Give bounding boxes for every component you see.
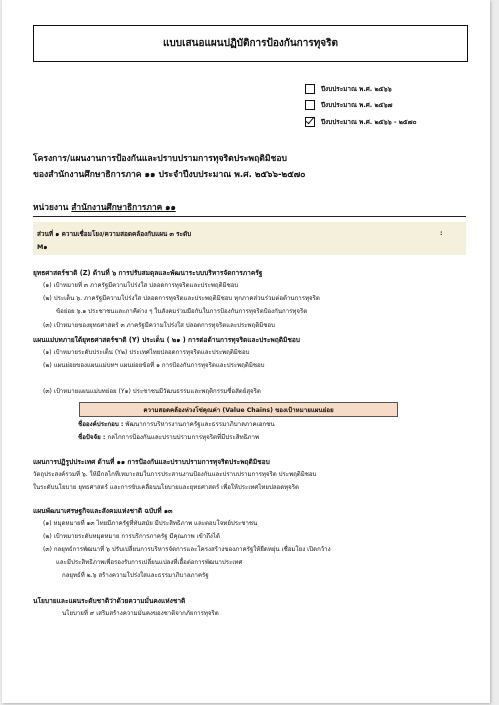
document-page <box>2 0 490 703</box>
reform-heading: แผนการปฏิรูปประเทศ ด้านที่ ๑๑ การป้องกันและปราบปรามการทุจริตประพฤติมิชอบ <box>33 458 270 466</box>
economic-item-2: (๒) เป้าหมายระดับหมุดหมาย การบริการภาครัฐ มีคุณภาพ เข้าถึงได้ <box>43 533 220 540</box>
component-row <box>78 419 275 429</box>
component-value: พัฒนาการบริหารงานภาครัฐและธรรมาภิบาลภาคเอกชน <box>125 421 275 428</box>
section1-band <box>33 222 466 255</box>
value-chain-label: ความสอดคล้องห่วงโซ่คุณค่า (Value Chains) ของเป้าหมายแผนย่อย <box>143 406 334 414</box>
budget-option-2566-2570[interactable] <box>305 116 455 127</box>
masterplan-item-1: (๑) เป้าหมายระดับประเด็น (Y๒) ประเทศไทยปลอดการทุจริตและประพฤติมิชอบ <box>43 349 250 356</box>
budget-option-label: ปีงบประมาณ พ.ศ. ๒๕๖๗ <box>321 100 393 109</box>
strategy-heading: ยุทธศาสตร์ชาติ (Z) ด้านที่ ๖ การปรับสมดุลและพัฒนาระบบบริหารจัดการภาครัฐ <box>33 269 263 277</box>
masterplan-heading: แผนแม่บทภายใต้ยุทธศาสตร์ชาติ (Y) ประเด็น ( ๒๑ ) การต่อต้านการทุจริตและประพฤติมิชอบ <box>33 336 300 344</box>
checkbox-icon[interactable] <box>305 84 315 94</box>
component-label: ชื่อองค์ประกอบ : <box>78 421 124 428</box>
reform-line-2: ในระดับนโยบาย ยุทธศาสตร์ และการขับเคลื่อนนโยบายและยุทธศาสตร์ เพื่อให้ประเทศไทยปลอดทุจริต <box>33 484 299 491</box>
economic-item-3-sub: กลยุทธ์ที่ ๒.๖ สร้างความโปร่งใสและธรรมาภิบาลภาครัฐ <box>62 572 209 579</box>
economic-item-1: (๑) หมุดหมายที่ ๑๓ ไทยมีภาครัฐที่ทันสมัย มีประสิทธิภาพ และตอบโจทย์ประชาชน <box>43 520 258 527</box>
budget-option-2567[interactable] <box>305 99 455 110</box>
project-title-line1: โครงการ/แผนงานการป้องกันและปราบปรามการทุจริตประพฤติมิชอบ <box>33 154 287 164</box>
agency-line <box>33 200 176 214</box>
project-title-line2: ของสำนักงานศึกษาธิการภาค ๑๑ ประจำปีงบประมาณ พ.ศ. ๒๕๖๖-๒๕๗๐ <box>33 170 306 180</box>
value-chain-box <box>79 402 398 417</box>
divider <box>33 216 466 217</box>
budget-option-label: ปีงบประมาณ พ.ศ. ๒๕๖๖ <box>321 84 392 93</box>
masterplan-item-3: (๓) เป้าหมายแผนแม่บทย่อย (Y๑) ประชาชนมีวัฒนธรรมและพฤติกรรมซื่อสัตย์สุจริต <box>43 388 261 395</box>
agency-value: สำนักงานศึกษาธิการภาค ๑๑ <box>71 202 176 212</box>
checkbox-checked-icon[interactable] <box>305 117 315 127</box>
budget-option-label: ปีงบประมาณ พ.ศ. ๒๕๖๖ - ๒๕๗๐ <box>321 117 417 126</box>
strategy-item-2-sub: ข้อย่อย ๖.๑ ประชาชนและภาคีต่าง ๆ ในสังคมร่วมมือกันในการป้องกันการทุจริตป้องกันการทุจริต <box>56 308 308 315</box>
security-item: นโยบายที่ ๙ เสริมสร้างความมั่นคงของชาติจากภัยการทุจริต <box>62 610 219 617</box>
checkbox-icon[interactable] <box>305 100 315 110</box>
agency-label: หน่วยงาน <box>33 202 69 212</box>
section1-code: M๑ <box>37 243 48 251</box>
factor-label: ชื่อปัจจัย : <box>78 434 106 441</box>
section1-title: ส่วนที่ ๑ ความเชื่อมโยง/ความสอดคล้องกับแผน ๓ ระดับ <box>37 230 192 238</box>
reform-line-1: วัตถุประสงค์รวมที่ ๖. ให้มีกลไกที่เหมาะสมในการประสานงานป้องกันและปราบปรามการทุจริต ประพฤติมิชอบ <box>33 471 317 478</box>
strategy-item-1: (๑) เป้าหมายที่ ๓ ภาครัฐมีความโปร่งใส ปลอดการทุจริตและประพฤติมิชอบ <box>43 282 239 289</box>
factor-value: กลไกการป้องกันและปราบปรามการทุจริตที่มีประสิทธิภาพ <box>107 434 260 441</box>
section1-colon: : <box>440 229 443 237</box>
economic-plan-heading: แผนพัฒนาเศรษฐกิจและสังคมแห่งชาติ ฉบับที่ ๑๓ <box>33 507 173 515</box>
document-title-text: แบบเสนอแผนปฏิบัติการป้องกันการทุจริต <box>162 38 339 49</box>
document-title <box>33 25 468 62</box>
security-heading: นโยบายและแผนระดับชาติว่าด้วยความมั่นคงแห่งชาติ <box>33 597 186 605</box>
strategy-item-2: (๒) ประเด็น ๖. ภาครัฐมีความโปร่งใส ปลอดการทุจริตและประพฤติมิชอบ ทุกภาคส่วนร่วมต่อต้านการทุจริต <box>43 295 320 302</box>
economic-item-3: (๓) กลยุทธ์การพัฒนาที่ ๖ ปรับเปลี่ยนการบริหารจัดการและโครงสร้างของภาครัฐให้ยืดหยุ่น เชื่อมโยง เปิดกว้าง <box>43 546 331 553</box>
economic-item-3-cont: และมีประสิทธิภาพเพื่อรองรับการเปลี่ยนแปลงที่เอื้อต่อการพัฒนาประเทศ <box>56 559 243 566</box>
factor-row <box>78 432 259 442</box>
budget-option-2566[interactable] <box>305 83 455 94</box>
masterplan-item-2: (๒) แผนย่อยของแผนแม่บทฯ แผนย่อยข้อที่ ๑ การป้องกันการทุจริตและประพฤติมิชอบ <box>43 362 265 369</box>
strategy-item-3: (๓) เป้าหมายของยุทธศาสตร์ ๓ ภาครัฐมีความโปร่งใส ปลอดการทุจริตและประพฤติมิชอบ <box>43 322 275 329</box>
